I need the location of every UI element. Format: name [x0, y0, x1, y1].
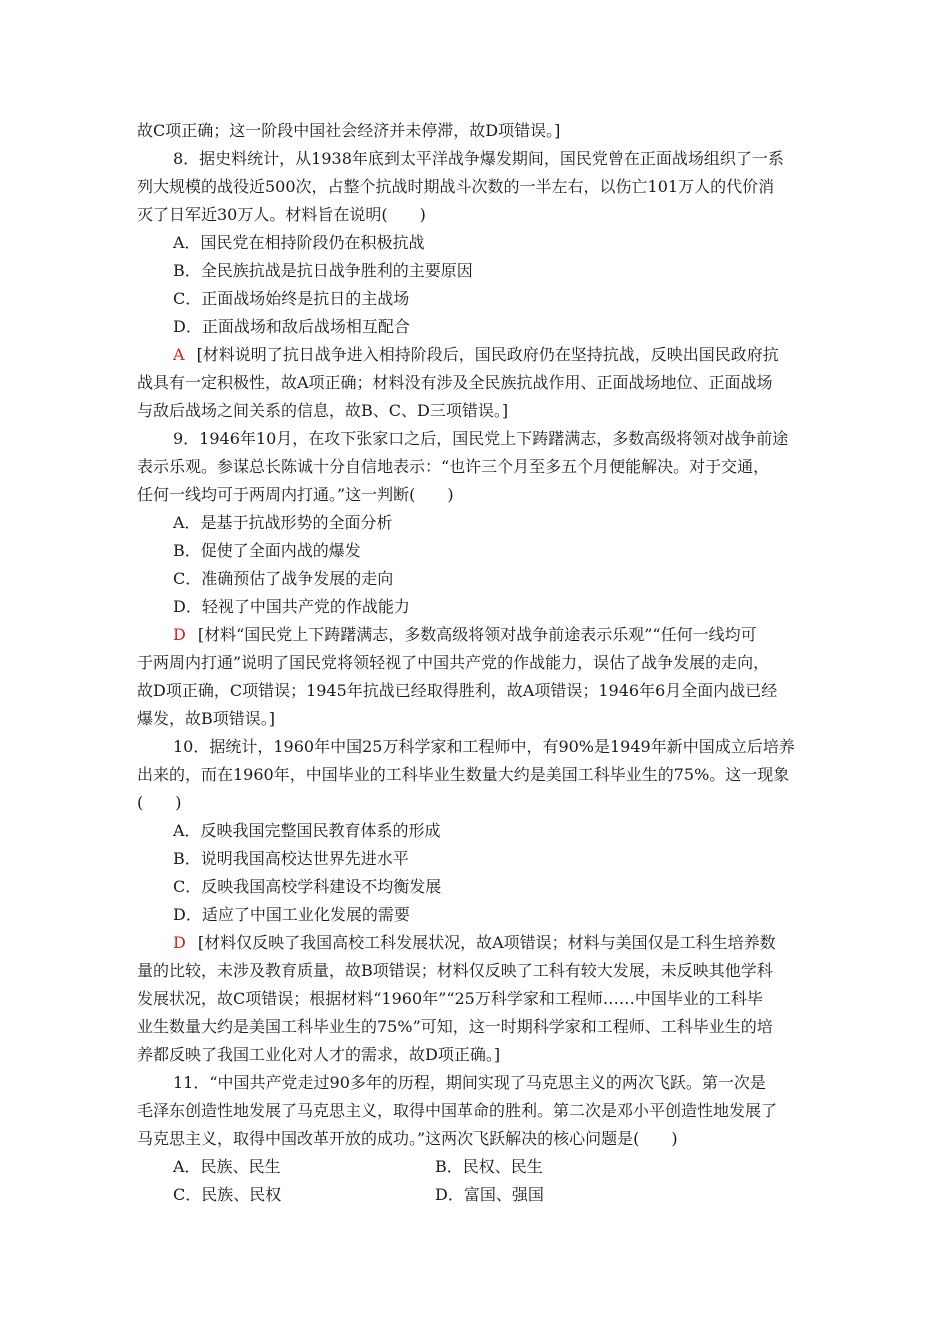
document-page	[137, 117, 817, 1209]
question-stem-line: ( )	[137, 793, 182, 812]
previous-answer-continuation: 故C项正确；这一阶段中国社会经济并未停滞，故D项错误。]	[137, 121, 561, 140]
answer-explanation-line	[137, 929, 817, 957]
question-stem-line: 任何一线均可于两周内打通。”这一判断( )	[137, 485, 454, 504]
answer-letter: A	[173, 345, 185, 364]
answer-explanation-line: 于两周内打通”说明了国民党将领轻视了中国共产党的作战能力，误估了战争发展的走向，	[137, 653, 770, 672]
answer-explanation-line	[137, 341, 817, 369]
option-c: C．民族、民权	[173, 1185, 282, 1204]
answer-explanation-line: 发展状况，故C项错误；根据材料“1960年”“25万科学家和工程师……中国毕业的工科毕	[137, 989, 763, 1008]
answer-explanation-line: 量的比较，未涉及教育质量，故B项错误；材料仅反映了工科有较大发展，未反映其他学科	[137, 961, 773, 980]
question-stem-line: 灭了日军近30万人。材料旨在说明( )	[137, 205, 426, 224]
question-11	[137, 1069, 817, 1209]
option-c: C．反映我国高校学科建设不均衡发展	[173, 877, 442, 896]
question-stem-line: 8．据史料统计，从1938年底到太平洋战争爆发期间，国民党曾在正面战场组织了一系	[173, 149, 784, 168]
answer-text: [材料仅反映了我国高校工科发展状况，故A项错误；材料与美国仅是工科生培养数	[197, 933, 776, 952]
answer-text: [材料“国民党上下踌躇满志，多数高级将领对战争前途表示乐观”“任何一线均可	[197, 625, 757, 644]
option-row	[137, 1181, 817, 1209]
answer-letter: D	[173, 933, 186, 952]
option-row	[137, 1153, 817, 1181]
option-c: C．准确预估了战争发展的走向	[173, 569, 394, 588]
option-b: B．民权、民生	[435, 1157, 543, 1176]
question-stem-line: 表示乐观。参谋总长陈诚十分自信地表示：“也许三个月至多五个月便能解决。对于交通，	[137, 457, 770, 476]
question-stem-line: 11．“中国共产党走过90多年的历程，期间实现了马克思主义的两次飞跃。第一次是	[173, 1073, 766, 1092]
option-a: A．民族、民生	[173, 1157, 281, 1176]
answer-explanation-line: 爆发，故B项错误。]	[137, 709, 276, 728]
answer-explanation-line: 业生数量大约是美国工科毕业生的75%”可知，这一时期科学家和工程师、工科毕业生的培	[137, 1017, 773, 1036]
option-a: A．国民党在相持阶段仍在积极抗战	[173, 233, 425, 252]
answer-explanation-line: 养都反映了我国工业化对人才的需求，故D项正确。]	[137, 1045, 501, 1064]
option-a: A．反映我国完整国民教育体系的形成	[173, 821, 441, 840]
answer-explanation-line	[137, 621, 817, 649]
answer-explanation-line: 与敌后战场之间关系的信息，故B、C、D三项错误。]	[137, 401, 509, 420]
option-b: B．全民族抗战是抗日战争胜利的主要原因	[173, 261, 473, 280]
question-10	[137, 733, 817, 1069]
option-d: D．轻视了中国共产党的作战能力	[173, 597, 410, 616]
question-stem-line: 9．1946年10月，在攻下张家口之后，国民党上下踌躇满志，多数高级将领对战争前途	[173, 429, 789, 448]
option-d: D．富国、强国	[435, 1185, 544, 1204]
option-d: D．适应了中国工业化发展的需要	[173, 905, 410, 924]
answer-explanation-line: 故D项正确，C项错误；1945年抗战已经取得胜利，故A项错误；1946年6月全面内战已经	[137, 681, 778, 700]
option-c: C．正面战场始终是抗日的主战场	[173, 289, 410, 308]
answer-letter: D	[173, 625, 186, 644]
question-9	[137, 425, 817, 733]
question-stem-line: 列大规模的战役近500次，占整个抗战时期战斗次数的一半左右，以伤亡101万人的代价消	[137, 177, 775, 196]
option-a: A．是基于抗战形势的全面分析	[173, 513, 393, 532]
question-stem-line: 马克思主义，取得中国改革开放的成功。”这两次飞跃解决的核心问题是( )	[137, 1129, 678, 1148]
question-stem-line: 10．据统计，1960年中国25万科学家和工程师中，有90%是1949年新中国成立后培养	[173, 737, 795, 756]
option-b: B．促使了全面内战的爆发	[173, 541, 361, 560]
question-8	[137, 145, 817, 425]
answer-text: [材料说明了抗日战争进入相持阶段后，国民政府仍在坚持抗战，反映出国民政府抗	[196, 345, 779, 364]
option-b: B．说明我国高校达世界先进水平	[173, 849, 409, 868]
question-stem-line: 毛泽东创造性地发展了马克思主义，取得中国革命的胜利。第二次是邓小平创造性地发展了	[137, 1101, 778, 1120]
option-d: D．正面战场和敌后战场相互配合	[173, 317, 410, 336]
question-stem-line: 出来的，而在1960年，中国毕业的工科毕业生数量大约是美国工科毕业生的75%。这一现象	[137, 765, 790, 784]
answer-explanation-line: 战具有一定积极性，故A项正确；材料没有涉及全民族抗战作用、正面战场地位、正面战场	[137, 373, 773, 392]
